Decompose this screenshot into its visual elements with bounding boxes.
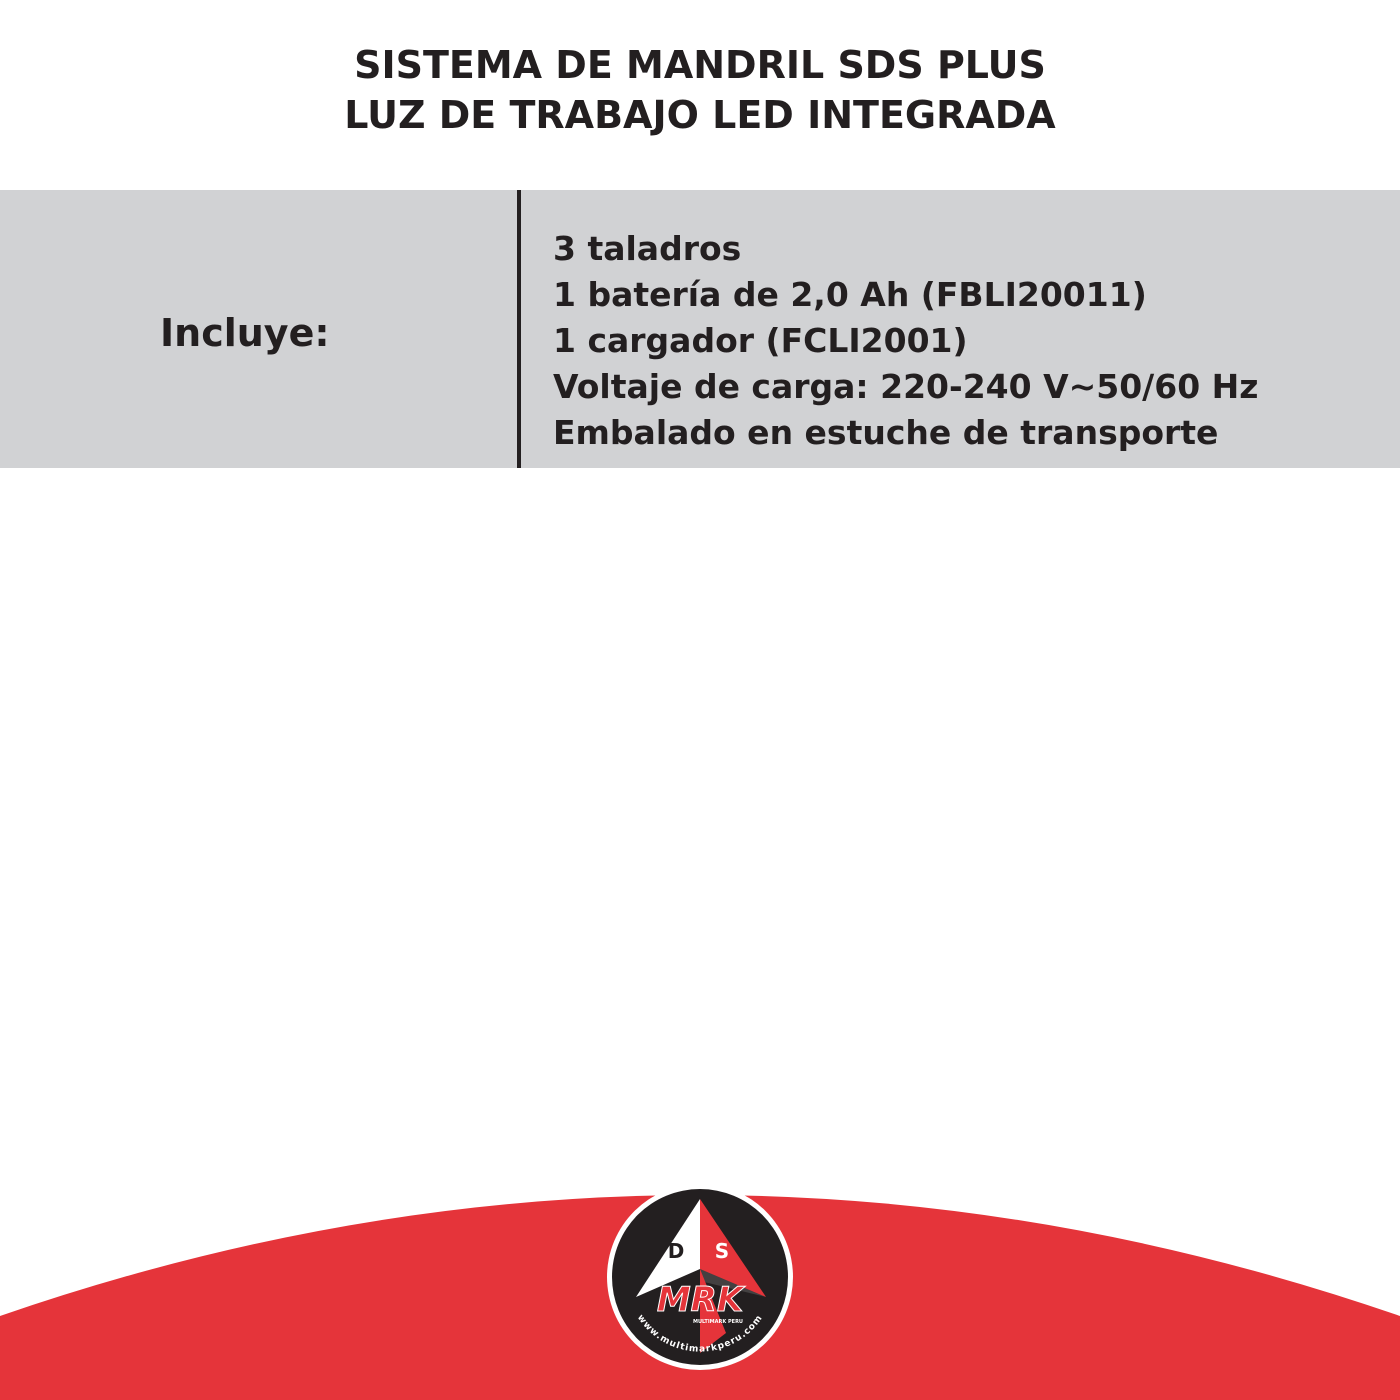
logo-letter-right: S <box>714 1239 730 1263</box>
list-item: 1 cargador (FCLI2001) <box>553 321 968 360</box>
list-item: Voltaje de carga: 220-240 V~50/60 Hz <box>553 367 1259 406</box>
page-title <box>0 40 1400 140</box>
logo-brand: MRK <box>656 1280 744 1320</box>
includes-panel <box>0 190 1400 468</box>
title-line-1: SISTEMA DE MANDRIL SDS PLUS <box>354 43 1046 87</box>
logo-website: www.multimarkperu.com <box>634 1313 766 1355</box>
list-item: Embalado en estuche de transporte <box>553 413 1219 452</box>
includes-divider <box>517 190 521 468</box>
includes-list <box>553 226 1258 456</box>
list-item: 3 taladros <box>553 229 742 268</box>
includes-label: Incluye: <box>160 311 330 355</box>
logo-letter-left: D <box>667 1239 685 1263</box>
brand-logo <box>606 1183 794 1371</box>
logo-tagline: MULTIMARK PERU <box>693 1319 743 1325</box>
title-line-2: LUZ DE TRABAJO LED INTEGRADA <box>344 93 1056 137</box>
list-item: 1 batería de 2,0 Ah (FBLI20011) <box>553 275 1147 314</box>
